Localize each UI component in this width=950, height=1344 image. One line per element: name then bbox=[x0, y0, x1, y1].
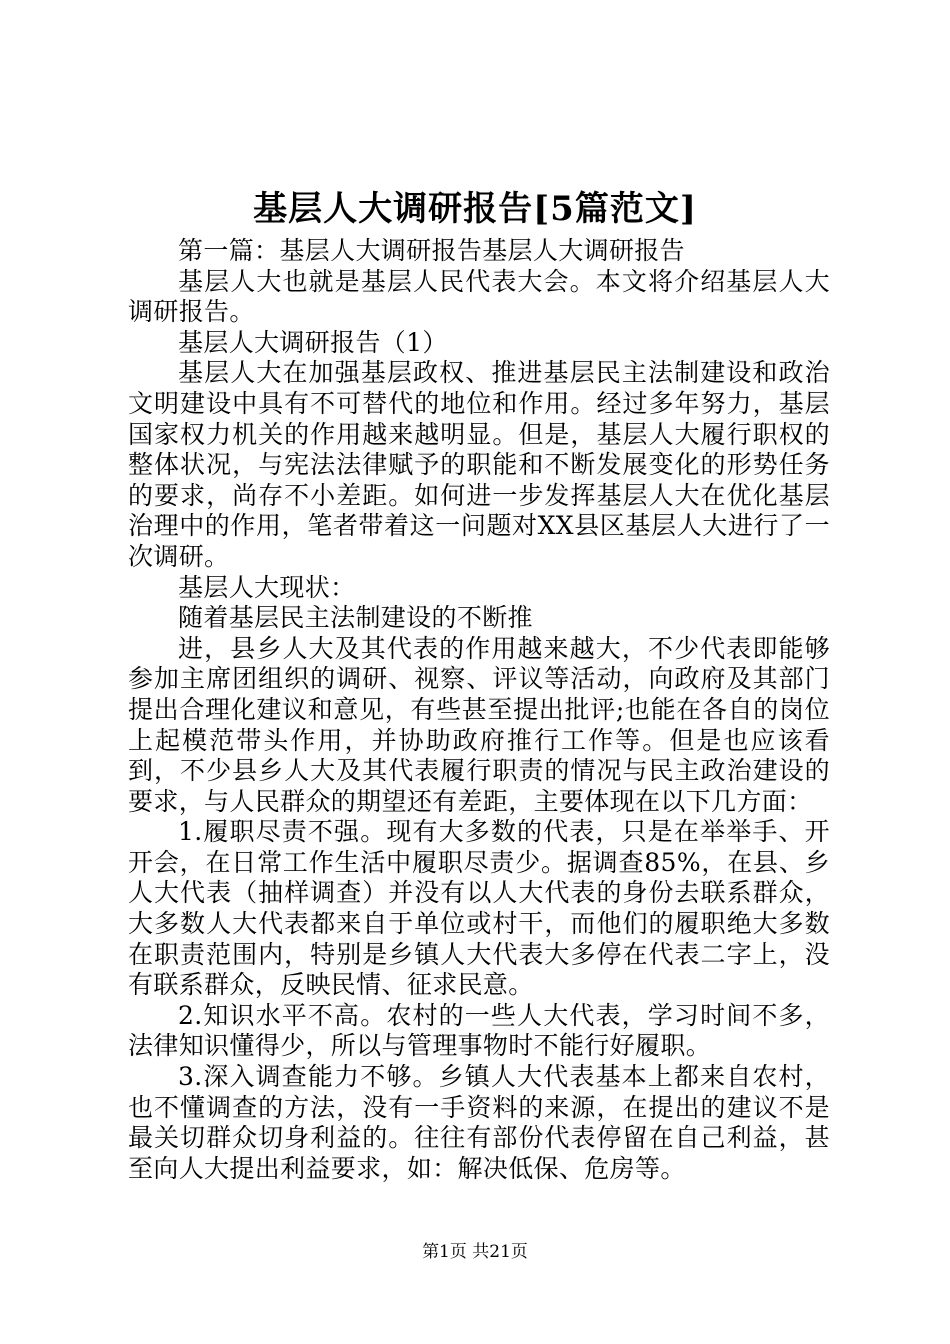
paragraph-10: 3.深入调查能力不够。乡镇人大代表基本上都来自农村，也不懂调查的方法，没有一手资料的来源，在提出的建议不是最关切群众切身利益的。往往有部份代表停留在自己利益，甚至向人大提出利益要求，如：解决低保、危房等。 bbox=[128, 1062, 830, 1183]
paragraph-1: 第一篇：基层人大调研报告基层人大调研报告 bbox=[178, 236, 686, 265]
paragraph-8: 1.履职尽责不强。现有大多数的代表，只是在举举手、开开会，在日常工作生活中履职尽责少。据调查85%，在县、乡人大代表（抽样调查）并没有以人大代表的身份去联系群众，大多数人大代表都来自于单位或村干，而他们的履职绝大多数在职责范围内，特别是乡镇人大代表大多停在代表二字上，没有联系群众，反映民情、征求民意。 bbox=[128, 817, 830, 1000]
paragraph-7: 进，县乡人大及其代表的作用越来越大，不少代表即能够参加主席团组织的调研、视察、评议等活动，向政府及其部门提出合理化建议和意见，有些甚至提出批评;也能在各自的岗位上起模范带头作用，并协助政府推行工作等。但是也应该看到，不少县乡人大及其代表履行职责的情况与民主政治建设的要求，与人民群众的期望还有差距，主要体现在以下几方面： bbox=[128, 633, 830, 816]
paragraph-9: 2.知识水平不高。农村的一些人大代表，学习时间不多，法律知识懂得少，所以与管理事物时不能行好履职。 bbox=[128, 1000, 830, 1061]
paragraph-2: 基层人大也就是基层人民代表大会。本文将介绍基层人大调研报告。 bbox=[128, 266, 830, 327]
page-footer: 第1页 共21页 bbox=[422, 1242, 528, 1262]
document-title: 基层人大调研报告[5篇范文] bbox=[253, 189, 697, 229]
paragraph-3: 基层人大调研报告（1） bbox=[178, 327, 448, 357]
paragraph-5: 基层人大现状： bbox=[178, 572, 356, 602]
document-body bbox=[128, 236, 830, 1184]
paragraph-4: 基层人大在加强基层政权、推进基层民主法制建设和政治文明建设中具有不可替代的地位和作用。经过多年努力，基层国家权力机关的作用越来越明显。但是，基层人大履行职权的整体状况，与宪法法律赋予的职能和不断发展变化的形势任务的要求，尚存不小差距。如何进一步发挥基层人大在优化基层治理中的作用，笔者带着这一问题对XX县区基层人大进行了一次调研。 bbox=[128, 358, 830, 571]
paragraph-6: 随着基层民主法制建设的不断推 bbox=[178, 603, 533, 633]
